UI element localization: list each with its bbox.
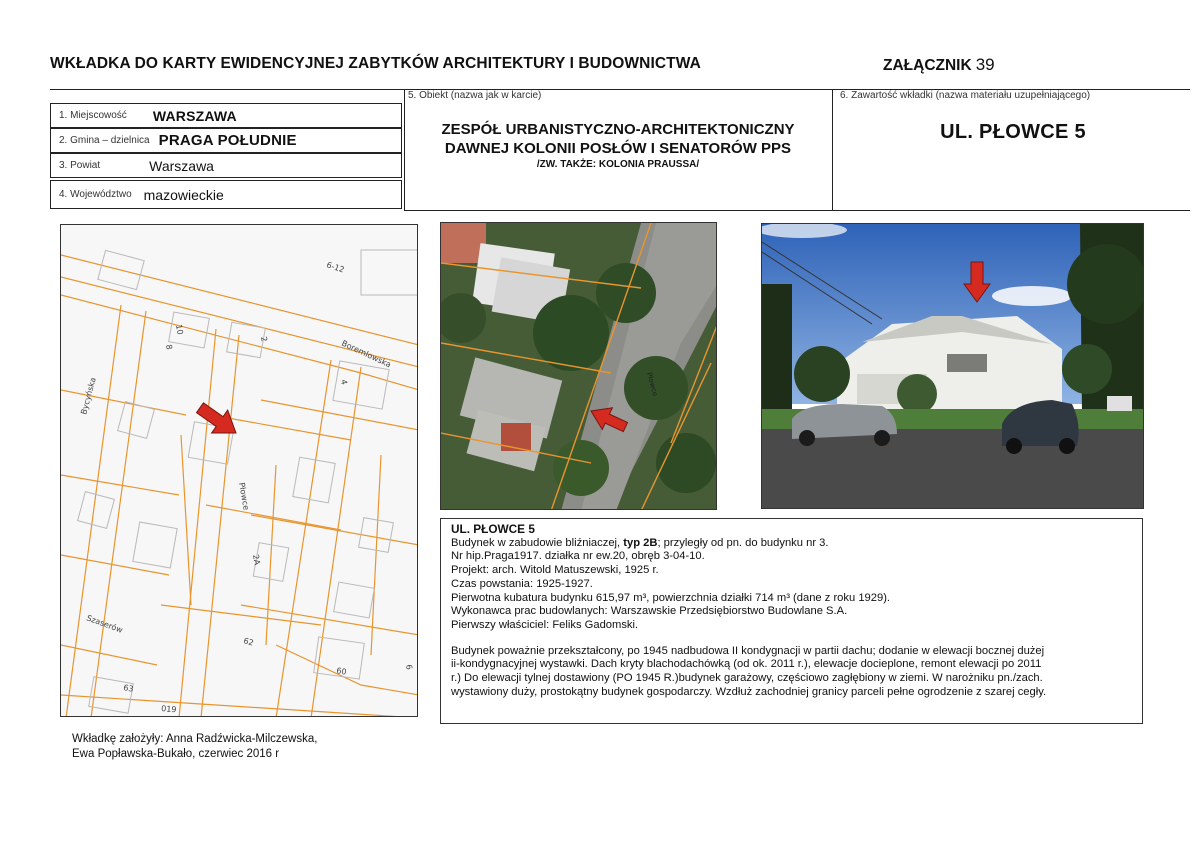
street-photo-drawing	[762, 224, 1144, 509]
object-name-line-1: ZESPÓŁ URBANISTYCZNO-ARCHITEKTONICZNY	[441, 121, 795, 138]
field-value: mazowieckie	[143, 186, 224, 203]
paragraph-line: r.) Do elewacji tylnej dostawiony (PO 1945 R.)budynek garażowy, częściowo zagłębiony w ziemi. W narożniku pn./zach.	[451, 672, 1043, 685]
plot-number-label: 2A	[251, 553, 262, 566]
annex-label	[883, 55, 995, 75]
aerial-street-label: Płowce	[645, 371, 660, 398]
description-line: Wykonawca prac budowlanych: Warszawskie Przedsiębiorstwo Budowlane S.A.	[451, 605, 848, 618]
plot-number-label: 10	[174, 323, 185, 336]
description-line: Pierwotna kubatura budynku 615,97 m³, powierzchnia działki 714 m³ (dane z roku 1929).	[451, 591, 891, 604]
plot-number-label: 6	[404, 663, 414, 671]
street-label-boremlowska: Boremlowska	[340, 338, 393, 370]
description-paragraph	[451, 645, 1132, 700]
description-line: Pierwszy właściciel: Feliks Gadomski.	[451, 618, 639, 631]
description-line: Budynek w zabudowie bliźniaczej, typ 2B; przyległy od pn. do budynku nr 3.	[451, 536, 829, 549]
description-line: Nr hip.Praga1917. działka nr ew.20, obręb 3-04-10.	[451, 550, 705, 563]
plot-number-label: 60	[335, 666, 348, 677]
content-label: 6. Zawartość wkładki (nazwa materiału uzupełniającego)	[840, 90, 1091, 101]
header-bottom-rule	[404, 210, 1190, 211]
street-label-bycynska: Bycyńska	[79, 376, 98, 416]
field-locality	[50, 103, 402, 128]
plot-number-label: 62	[242, 636, 255, 648]
field-label: 1. Miejscowość	[59, 110, 127, 121]
red-arrow-icon	[192, 396, 244, 444]
object-name	[404, 120, 832, 172]
field-value: PRAGA POŁUDNIE	[158, 132, 297, 149]
plot-number-label: 63	[122, 683, 135, 694]
cadastral-map-drawing	[61, 225, 418, 717]
paragraph-line: ii-kondygnacyjnej wystawki. Dach kryty blachodachówką (od ok. 2011 r.), elewacje docieplone, remont elewacji po 2011	[451, 658, 1042, 671]
annex-label-text: ZAŁĄCZNIK	[883, 57, 972, 74]
description-title: UL. PŁOWCE 5	[451, 522, 535, 536]
field-label: 3. Powiat	[59, 160, 101, 171]
field-label: 2. Gmina – dzielnica	[59, 135, 150, 146]
credits-line-1: Wkładkę założyły: Anna Radźwicka-Milczewska,	[72, 733, 318, 745]
street-label-szaserow: Szaserów	[85, 613, 124, 635]
street-photo	[761, 223, 1144, 509]
column-divider-2	[832, 89, 833, 210]
field-label: 4. Województwo	[59, 189, 132, 200]
description-line: Czas powstania: 1925-1927.	[451, 577, 593, 590]
field-county	[50, 153, 402, 178]
plot-number-label: 2	[259, 335, 269, 343]
credits	[72, 732, 317, 762]
aerial-photo-drawing	[441, 223, 717, 510]
description-box	[440, 518, 1143, 724]
street-label-plowce: Płowce	[237, 481, 251, 511]
paragraph-line: wystawiony duży, prostokątny budynek gospodarczy. Wzdłuż zachodniej granicy parceli pełne ogrodzenie z szarej cegły.	[451, 685, 1047, 698]
object-name-line-2: DAWNEJ KOLONII POSŁÓW I SENATORÓW PPS	[444, 140, 792, 157]
plot-number-label: 4	[339, 378, 349, 386]
plot-number-label: 8	[164, 343, 174, 351]
field-voivodeship	[50, 180, 402, 209]
field-value: Warszawa	[149, 157, 214, 174]
plot-number-label: 6-12	[325, 260, 346, 275]
object-name-line-3: /ZW. TAKŻE: KOLONIA PRAUSSA/	[536, 159, 700, 170]
field-value: WARSZAWA	[152, 107, 237, 124]
aerial-photo	[440, 222, 717, 510]
annex-number: 39	[975, 55, 995, 74]
plot-number-label: 019	[160, 704, 177, 715]
document-title: WKŁADKA DO KARTY EWIDENCYJNEJ ZABYTKÓW ARCHITEKTURY I BUDOWNICTWA	[50, 55, 701, 72]
description-line: Projekt: arch. Witold Matuszewski, 1925 r.	[451, 564, 659, 577]
paragraph-line: Budynek poważnie przekształcony, po 1945 nadbudowa II kondygnacji w partii dachu; dodanie w elewacji bocznej dużej	[451, 644, 1045, 657]
cadastral-map	[60, 224, 418, 717]
field-district	[50, 128, 402, 153]
content-value: UL. PŁOWCE 5	[940, 121, 1086, 143]
object-label: 5. Obiekt (nazwa jak w karcie)	[408, 90, 542, 101]
credits-line-2: Ewa Popławska-Bukało, czerwiec 2016 r	[72, 748, 280, 760]
